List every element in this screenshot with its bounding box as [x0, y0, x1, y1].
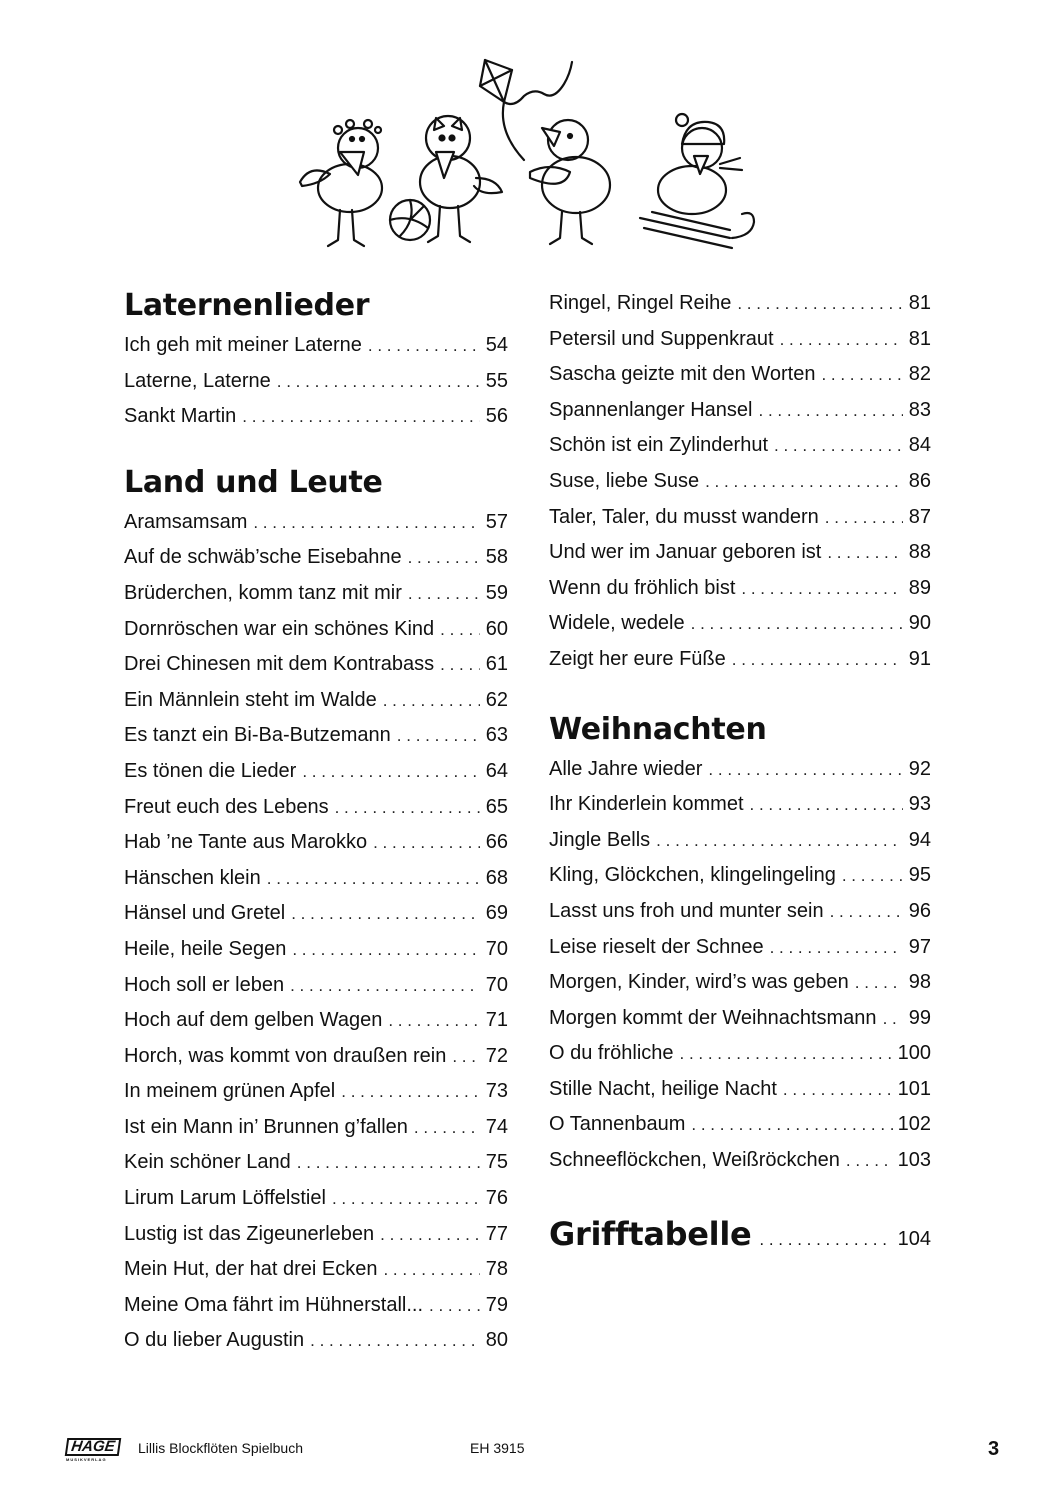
entry-title: Sascha geizte mit den Worten [549, 363, 816, 386]
entry-page: 56 [485, 405, 508, 428]
toc-entry[interactable] [124, 1074, 508, 1110]
toc-entry[interactable] [124, 540, 508, 576]
dot-leader [827, 535, 903, 571]
logo-subtext: MUSIKVERLAG [66, 1457, 107, 1462]
entry-title: Auf de schwäb’sche Eisebahne [124, 546, 402, 569]
entry-page: 94 [908, 828, 931, 851]
dot-leader [253, 505, 480, 541]
entry-page: 74 [485, 1115, 508, 1138]
entry-title: Kling, Glöckchen, klingelingeling [549, 864, 836, 887]
kite-icon [480, 60, 572, 160]
toc-entry[interactable] [549, 322, 931, 358]
toc-entry[interactable] [549, 965, 931, 1001]
entry-page: 73 [485, 1080, 508, 1103]
toc-entry[interactable] [124, 1323, 508, 1359]
dot-leader [452, 1039, 480, 1075]
entry-page: 91 [908, 647, 931, 670]
entry-title: Ihr Kinderlein kommet [549, 793, 744, 816]
dot-leader [297, 1145, 480, 1181]
dot-leader [292, 932, 480, 968]
dot-leader [759, 393, 904, 429]
entry-page: 75 [485, 1151, 508, 1174]
entry-title: Drei Chinesen mit dem Kontrabass [124, 653, 435, 676]
dot-leader [741, 571, 903, 607]
entry-title: Morgen kommt der Weihnachtsmann [549, 1006, 877, 1029]
toc-entry[interactable] [124, 1039, 508, 1075]
entry-title: Freut euch des Lebens [124, 795, 329, 818]
dot-leader [332, 1181, 480, 1217]
bird-flower-crown-icon [300, 120, 382, 246]
toc-entry[interactable] [124, 683, 508, 719]
entry-title: Ein Männlein steht im Walde [124, 688, 377, 711]
entry-page: 98 [908, 971, 931, 994]
entry-title: Spannenlanger Hansel [549, 398, 753, 421]
entry-page: 86 [908, 469, 931, 492]
toc-entry[interactable] [124, 825, 508, 861]
section-title-land-und-leute: Land und Leute [124, 464, 383, 500]
entry-title: Meine Oma fährt im Hühnerstall... [124, 1293, 423, 1316]
dot-leader [408, 540, 480, 576]
toc-entry[interactable] [124, 505, 508, 541]
entry-title: Lirum Larum Löffelstiel [124, 1187, 326, 1210]
toc-entry[interactable] [124, 718, 508, 754]
entry-page: 55 [485, 369, 508, 392]
bird-sled-icon [640, 114, 754, 248]
entry-page: 79 [485, 1293, 508, 1316]
toc-entry[interactable] [124, 861, 508, 897]
dot-leader [290, 968, 480, 1004]
entry-page: 80 [485, 1329, 508, 1352]
dot-leader [680, 1036, 894, 1072]
toc-entry[interactable] [549, 535, 931, 571]
toc-entry[interactable] [124, 790, 508, 826]
section-title-grifftabelle: Grifftabelle [549, 1214, 752, 1253]
entry-title: O Tannenbaum [549, 1113, 686, 1136]
entry-page: 77 [485, 1222, 508, 1245]
toc-right-column [549, 286, 931, 1259]
dot-leader [830, 894, 903, 930]
entry-title: Morgen, Kinder, wird’s was geben [549, 971, 849, 994]
entry-title: Stille Nacht, heilige Nacht [549, 1077, 777, 1100]
toc-entry[interactable] [124, 1217, 508, 1253]
dot-leader [855, 965, 903, 1001]
toc-entry[interactable] [124, 1110, 508, 1146]
entry-page: 54 [485, 334, 508, 356]
page-footer [0, 1438, 1060, 1466]
entry-title: Aramsamsam [124, 510, 248, 533]
dot-leader [770, 930, 903, 966]
toc-entry[interactable] [549, 464, 931, 500]
entry-title: Zeigt her eure Füße [549, 647, 726, 670]
toc-entry[interactable] [124, 364, 508, 400]
entry-page: 72 [485, 1044, 508, 1067]
toc-entry[interactable] [549, 571, 931, 607]
toc-entry[interactable] [124, 754, 508, 790]
toc-entry[interactable] [124, 968, 508, 1004]
bird-bow-icon [420, 116, 502, 242]
ball-icon [390, 200, 430, 240]
dot-leader [708, 752, 903, 788]
section-title-laternenlieder: Laternenlieder [124, 288, 370, 323]
entry-title: O du lieber Augustin [124, 1329, 305, 1352]
dot-leader [373, 825, 480, 861]
entry-page: 88 [908, 541, 931, 564]
entry-title: Ist ein Mann in’ Brunnen g’fallen [124, 1115, 408, 1138]
entry-title: Taler, Taler, du musst wandern [549, 505, 819, 528]
entry-title: Hab ’ne Tante aus Marokko [124, 831, 368, 854]
entry-page: 100 [897, 1042, 931, 1065]
dot-leader [397, 718, 480, 754]
dot-leader [783, 1072, 894, 1108]
entry-page: 68 [485, 866, 508, 889]
toc-entry[interactable] [549, 752, 931, 788]
entry-page: 62 [485, 688, 508, 711]
toc-entry[interactable] [549, 787, 931, 823]
entry-page: 70 [485, 937, 508, 960]
toc-entry[interactable] [124, 1181, 508, 1217]
entry-title: Dornröschen war ein schönes Kind [124, 617, 435, 640]
dot-leader [380, 1217, 480, 1253]
dot-leader [310, 1323, 480, 1359]
dot-leader [383, 683, 480, 719]
dot-leader [825, 500, 903, 536]
dot-leader [291, 896, 480, 932]
logo-wordmark: HAGE [65, 1438, 122, 1456]
entry-title: Lustig ist das Zigeunerleben [124, 1222, 375, 1245]
entry-page: 59 [485, 581, 508, 604]
toc-entry[interactable] [549, 1001, 931, 1037]
entry-page: 93 [908, 793, 931, 816]
birds-illustration [280, 40, 770, 270]
toc-left-column [124, 284, 508, 1359]
entry-page: 104 [897, 1227, 931, 1250]
entry-title: Und wer im Januar geboren ist [549, 541, 822, 564]
entry-page: 101 [897, 1077, 931, 1100]
entry-title: Wenn du fröhlich bist [549, 576, 736, 599]
toc-entry[interactable] [549, 357, 931, 393]
entry-title: Es tanzt ein Bi-Ba-Butzemann [124, 724, 391, 747]
entry-title: Lasst uns froh und munter sein [549, 899, 824, 922]
entry-page: 61 [485, 653, 508, 676]
entry-page: 95 [908, 864, 931, 887]
entry-page: 63 [485, 724, 508, 747]
entry-page: 82 [908, 363, 931, 386]
toc-entry[interactable] [549, 393, 931, 429]
entry-title: Sankt Martin [124, 405, 237, 428]
entry-page: 102 [897, 1113, 931, 1136]
catalog-code: EH 3915 [470, 1440, 525, 1456]
entry-page: 87 [908, 505, 931, 528]
entry-page: 103 [897, 1149, 931, 1172]
entry-page: 60 [485, 617, 508, 640]
toc-entry[interactable] [549, 894, 931, 930]
entry-page: 58 [485, 546, 508, 569]
entry-page: 57 [485, 510, 508, 533]
dot-leader [732, 642, 903, 678]
toc-entry[interactable] [549, 1072, 931, 1108]
dot-leader [750, 787, 903, 823]
dot-leader [267, 861, 480, 897]
entry-title: Schön ist ein Zylinderhut [549, 434, 769, 457]
toc-entry[interactable] [549, 428, 931, 464]
entry-title: Jingle Bells [549, 828, 651, 851]
toc-entry[interactable] [124, 328, 508, 364]
toc-entry[interactable] [549, 642, 931, 678]
toc-entry[interactable] [124, 1145, 508, 1181]
entry-page: 90 [908, 612, 931, 635]
entry-page: 66 [485, 831, 508, 854]
entry-page: 83 [908, 398, 931, 421]
entry-page: 81 [908, 292, 931, 314]
bird-kite-flyer-icon [530, 120, 610, 244]
entry-page: 69 [485, 902, 508, 925]
dot-leader [368, 328, 480, 364]
entry-title: Kein schöner Land [124, 1151, 291, 1174]
dot-leader [440, 612, 480, 648]
dot-leader [656, 823, 903, 859]
toc-entry[interactable] [124, 576, 508, 612]
dot-leader [774, 428, 903, 464]
entry-page: 92 [908, 757, 931, 780]
entry-title: Brüderchen, komm tanz mit mir [124, 581, 402, 604]
dot-leader [440, 647, 480, 683]
entry-page: 71 [485, 1009, 508, 1032]
entry-title: In meinem grünen Apfel [124, 1080, 336, 1103]
toc-entry[interactable] [549, 286, 931, 322]
entry-title: Horch, was kommt von draußen rein [124, 1044, 447, 1067]
dot-leader [821, 357, 903, 393]
toc-entry[interactable] [549, 858, 931, 894]
entry-title: Hänschen klein [124, 866, 261, 889]
entry-title: Ich geh mit meiner Laterne [124, 334, 362, 356]
dot-leader [277, 364, 480, 400]
dot-leader [429, 1288, 480, 1324]
dot-leader [691, 606, 903, 642]
entry-title: Hoch soll er leben [124, 973, 285, 996]
toc-entry[interactable] [124, 1252, 508, 1288]
dot-leader [780, 322, 903, 358]
entry-page: 70 [485, 973, 508, 996]
entry-title: Petersil und Suppenkraut [549, 327, 774, 350]
book-title: Lillis Blockflöten Spielbuch [138, 1440, 303, 1456]
dot-leader [737, 286, 903, 322]
dot-leader [691, 1107, 893, 1143]
entry-page: 96 [908, 899, 931, 922]
entry-title: Leise rieselt der Schnee [549, 935, 764, 958]
entry-page: 78 [485, 1258, 508, 1281]
hage-logo [66, 1438, 122, 1460]
toc-entry[interactable] [124, 647, 508, 683]
entry-title: Ringel, Ringel Reihe [549, 292, 732, 314]
entry-page: 99 [908, 1006, 931, 1029]
toc-entry[interactable] [549, 1107, 931, 1143]
dot-leader [388, 1003, 480, 1039]
toc-entry-grifftabelle[interactable] [549, 1209, 931, 1259]
toc-entry[interactable] [549, 1036, 931, 1072]
dot-leader [846, 1143, 894, 1179]
section-title-weihnachten: Weihnachten [549, 711, 767, 747]
dot-leader [242, 399, 480, 435]
toc-entry[interactable] [549, 606, 931, 642]
dot-leader [883, 1001, 903, 1037]
toc-entry[interactable] [124, 1003, 508, 1039]
entry-title: Hoch auf dem gelben Wagen [124, 1009, 383, 1032]
dot-leader [705, 464, 903, 500]
page-number: 3 [988, 1438, 1000, 1460]
entry-title: Suse, liebe Suse [549, 469, 700, 492]
dot-leader [414, 1110, 480, 1146]
toc-entry[interactable] [124, 399, 508, 435]
toc-entry[interactable] [124, 612, 508, 648]
entry-page: 65 [485, 795, 508, 818]
entry-page: 81 [908, 327, 931, 350]
dot-leader [842, 858, 903, 894]
toc-entry[interactable] [549, 500, 931, 536]
entry-page: 84 [908, 434, 931, 457]
dot-leader [383, 1252, 480, 1288]
dot-leader [341, 1074, 480, 1110]
entry-title: Alle Jahre wieder [549, 757, 703, 780]
entry-title: O du fröhliche [549, 1042, 674, 1065]
entry-title: Schneeflöckchen, Weißröckchen [549, 1149, 840, 1172]
toc-entry[interactable] [549, 823, 931, 859]
entry-page: 76 [485, 1187, 508, 1210]
entry-page: 89 [908, 576, 931, 599]
toc-entry[interactable] [124, 932, 508, 968]
dot-leader [408, 576, 480, 612]
dot-leader [335, 790, 480, 826]
entry-title: Laterne, Laterne [124, 369, 271, 392]
toc-entry[interactable] [549, 1143, 931, 1179]
entry-page: 64 [485, 759, 508, 782]
toc-entry[interactable] [124, 896, 508, 932]
entry-title: Widele, wedele [549, 612, 685, 635]
entry-title: Es tönen die Lieder [124, 759, 297, 782]
entry-title: Heile, heile Segen [124, 937, 287, 960]
entry-title: Mein Hut, der hat drei Ecken [124, 1258, 378, 1281]
toc-entry[interactable] [549, 930, 931, 966]
dot-leader [302, 754, 480, 790]
dot-leader [759, 1230, 889, 1250]
entry-title: Hänsel und Gretel [124, 902, 286, 925]
toc-entry[interactable] [124, 1288, 508, 1324]
entry-page: 97 [908, 935, 931, 958]
